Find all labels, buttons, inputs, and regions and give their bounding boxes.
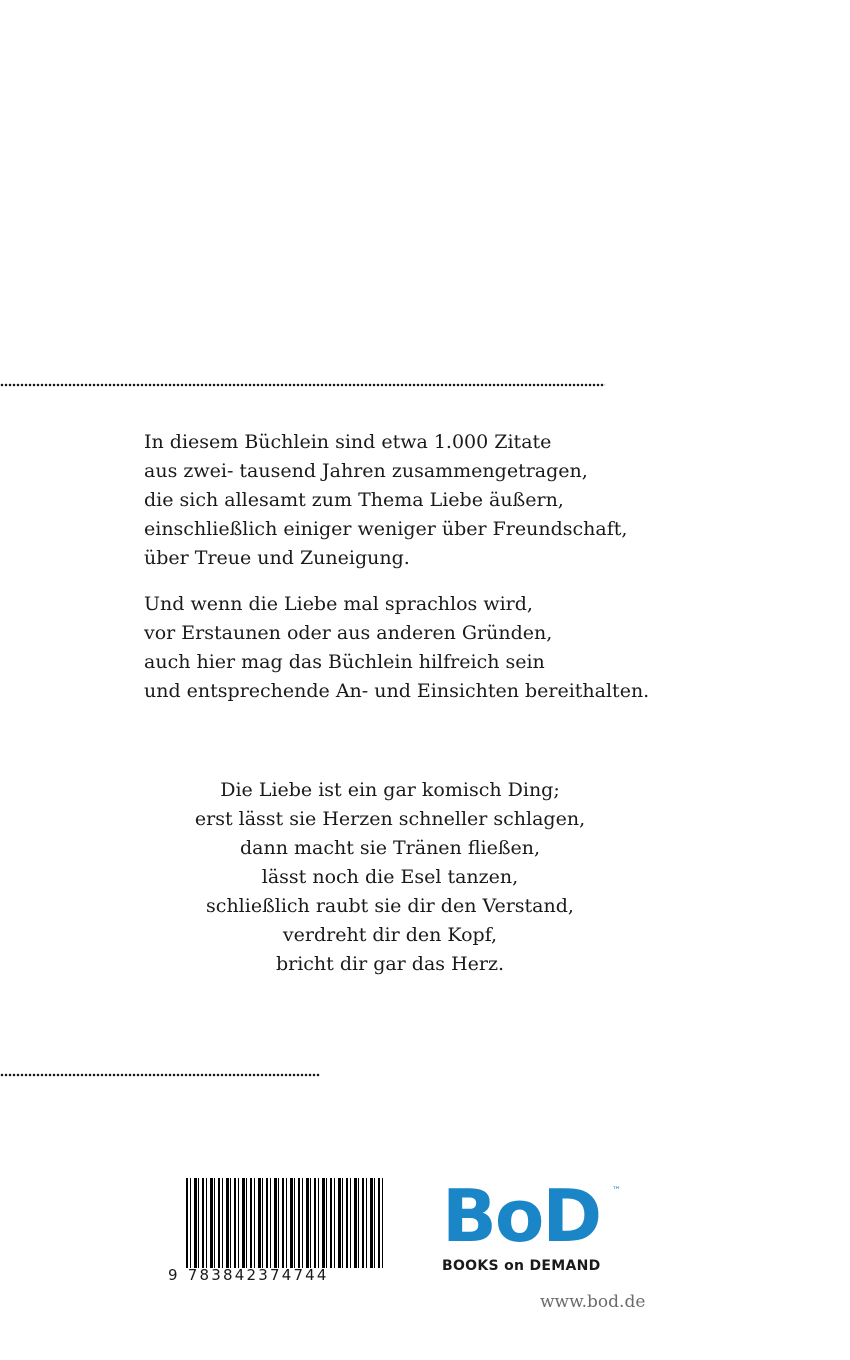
second-line: auch hier mag das Büchlein hilfreich sein	[144, 651, 545, 673]
barcode-number	[168, 1266, 390, 1284]
bod-logo	[442, 1174, 632, 1281]
second-line: und entsprechende An- und Einsichten bereithalten.	[144, 680, 650, 702]
intro-line: über Treue und Zuneigung.	[144, 547, 410, 569]
dotted-divider-top	[0, 383, 605, 387]
intro-line: einschließlich einiger weniger über Freundschaft,	[144, 518, 628, 540]
intro-line: In diesem Büchlein sind etwa 1.000 Zitate	[144, 431, 552, 453]
intro-line: aus zwei- tausend Jahren zusammengetragen,	[144, 460, 588, 482]
poem-line: bricht dir gar das Herz.	[275, 953, 505, 975]
poem-line: Die Liebe ist ein gar komisch Ding;	[220, 779, 560, 801]
poem-line: lässt noch die Esel tanzen,	[261, 866, 519, 888]
isbn-barcode	[168, 1178, 390, 1290]
bod-logo-letters: BoD	[442, 1174, 601, 1258]
poem-line: erst lässt sie Herzen schneller schlagen,	[194, 808, 586, 830]
poem-line: schließlich raubt sie dir den Verstand,	[206, 895, 574, 917]
trademark-symbol: ™	[612, 1186, 621, 1196]
poem-line: dann macht sie Tränen fließen,	[239, 837, 541, 859]
barcode-bars	[186, 1178, 386, 1268]
intro-line: die sich allesamt zum Thema Liebe äußern,	[144, 489, 564, 511]
intro-paragraph	[144, 428, 704, 573]
barcode-digits: 783842374744	[187, 1266, 329, 1284]
second-line: vor Erstaunen oder aus anderen Gründen,	[144, 622, 553, 644]
second-paragraph	[144, 590, 704, 706]
poem-line: verdreht dir den Kopf,	[282, 924, 498, 946]
second-line: Und wenn die Liebe mal sprachlos wird,	[144, 593, 533, 615]
barcode-lead-digit: 9	[168, 1266, 180, 1284]
publisher-url: www.bod.de	[540, 1292, 646, 1312]
poem	[150, 776, 630, 979]
bod-tagline: BOOKS on DEMAND	[442, 1258, 601, 1274]
dotted-divider-bottom	[0, 1073, 320, 1077]
